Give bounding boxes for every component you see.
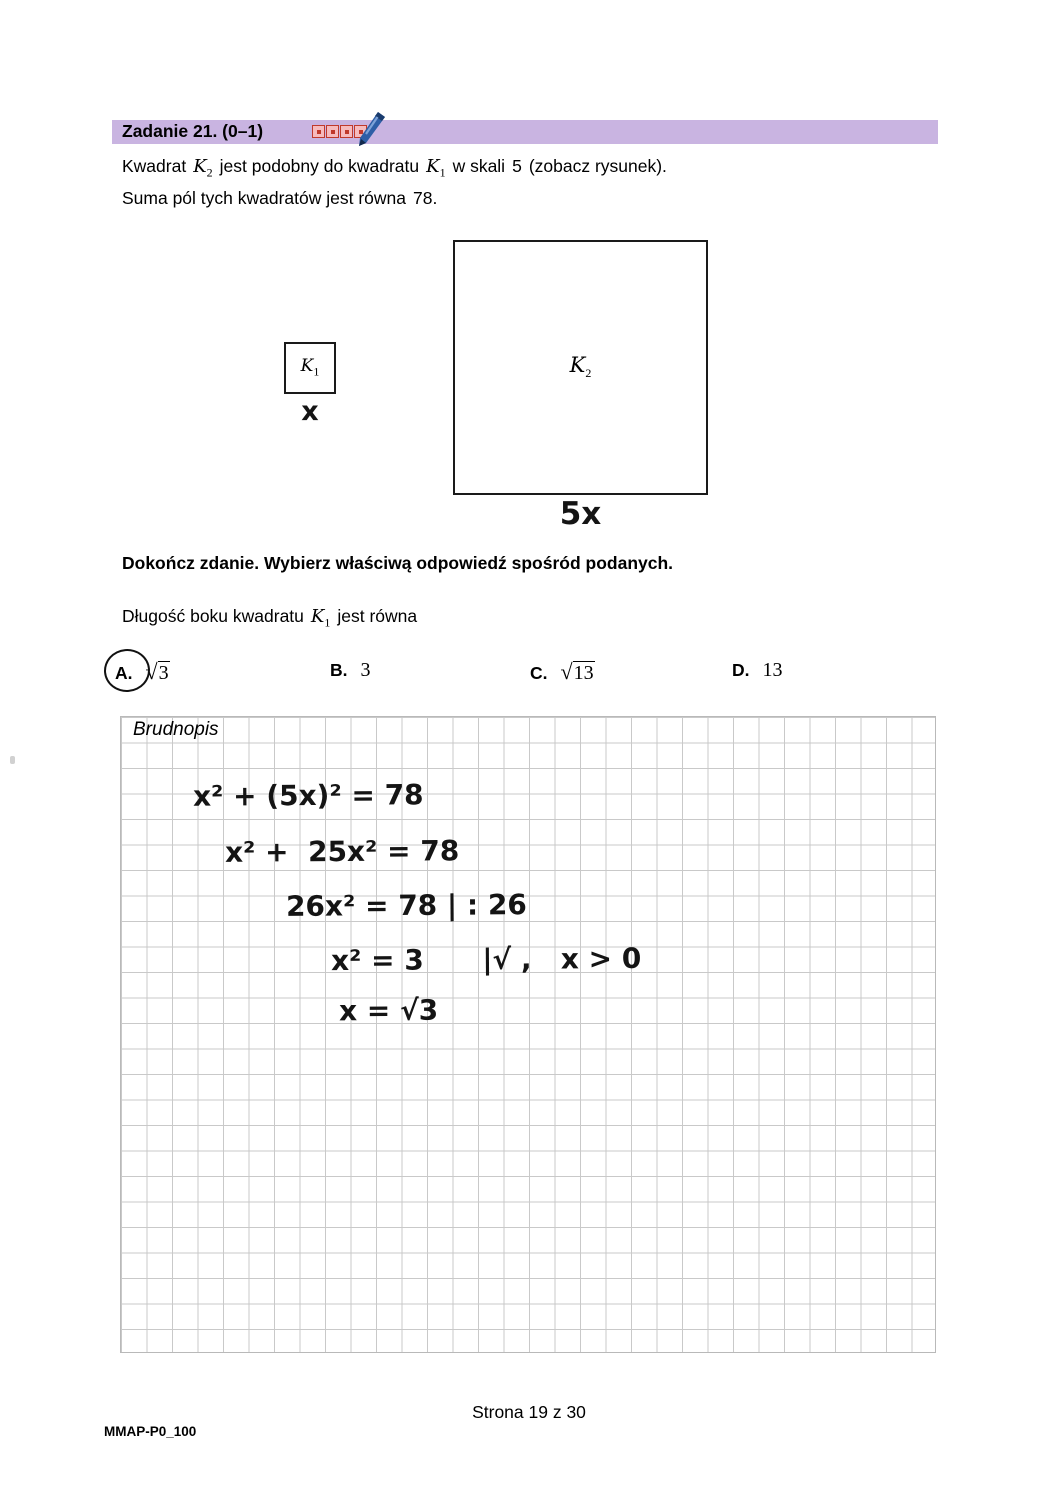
margin-speck xyxy=(10,756,15,764)
instruction-text: Dokończ zdanie. Wybierz właściwą odpowiedź spośród podanych. xyxy=(122,553,674,573)
square-k1-symbol: $K_1$ xyxy=(310,606,331,630)
option-value: √13 xyxy=(560,659,594,684)
option-letter: D. xyxy=(732,660,750,680)
large-square-label: $K_2$ xyxy=(569,353,592,381)
question-text xyxy=(122,606,417,631)
footer-doc-code: MMAP-P0_100 xyxy=(104,1424,197,1439)
answer-box-icon xyxy=(326,125,339,138)
statement-text: Kwadrat xyxy=(122,156,187,176)
pen-icon xyxy=(351,110,387,148)
handwritten-line: 26x² = 78 | : 26 xyxy=(285,888,527,923)
selected-answer-circle xyxy=(102,647,152,694)
large-square-side-label: 5x xyxy=(559,496,602,532)
option-value: 13 xyxy=(762,659,783,681)
square-k1-symbol: $K_1$ xyxy=(426,156,446,180)
area-sum-value: 78. xyxy=(413,188,438,208)
option-A xyxy=(115,659,170,685)
large-square-k2 xyxy=(453,240,708,495)
problem-statement-line2 xyxy=(122,188,444,209)
question-part: Długość boku kwadratu xyxy=(122,606,304,626)
task-header-bar xyxy=(112,120,938,144)
problem-statement-line1 xyxy=(122,156,667,181)
statement-text: w skali xyxy=(452,156,506,176)
handwritten-line: x² + 25x² = 78 xyxy=(224,834,460,869)
small-square-side-label: x xyxy=(301,396,319,427)
option-B xyxy=(330,659,371,682)
handwritten-line: x² + (5x)² = 78 xyxy=(192,778,424,813)
answer-box-icon xyxy=(312,125,325,138)
statement-text: jest podobny do kwadratu xyxy=(219,156,420,176)
scratchpad-label: Brudnopis xyxy=(133,719,219,740)
scratchpad-grid xyxy=(120,716,936,1353)
option-C xyxy=(530,659,595,685)
option-D xyxy=(732,659,783,682)
option-value: 3 xyxy=(360,659,371,681)
small-square-label: $K_1$ xyxy=(300,356,320,379)
option-letter: C. xyxy=(530,663,548,683)
statement-text: Suma pól tych kwadratów jest równa xyxy=(122,188,407,208)
handwritten-line: x² = 3 |√ , x > 0 xyxy=(330,941,642,978)
small-square-k1 xyxy=(284,342,336,394)
question-part: jest równa xyxy=(337,606,418,626)
square-k2-symbol: $K_2$ xyxy=(193,156,213,180)
handwritten-line: x = √3 xyxy=(338,993,439,1028)
statement-text: (zobacz rysunek). xyxy=(528,156,667,176)
option-letter: A. xyxy=(115,663,133,683)
option-value: √3 xyxy=(145,659,169,684)
footer-page-number: Strona 19 z 30 xyxy=(472,1402,586,1422)
option-letter: B. xyxy=(330,660,348,680)
scale-value: 5 xyxy=(512,156,522,176)
task-title: Zadanie 21. (0–1) xyxy=(122,121,264,141)
